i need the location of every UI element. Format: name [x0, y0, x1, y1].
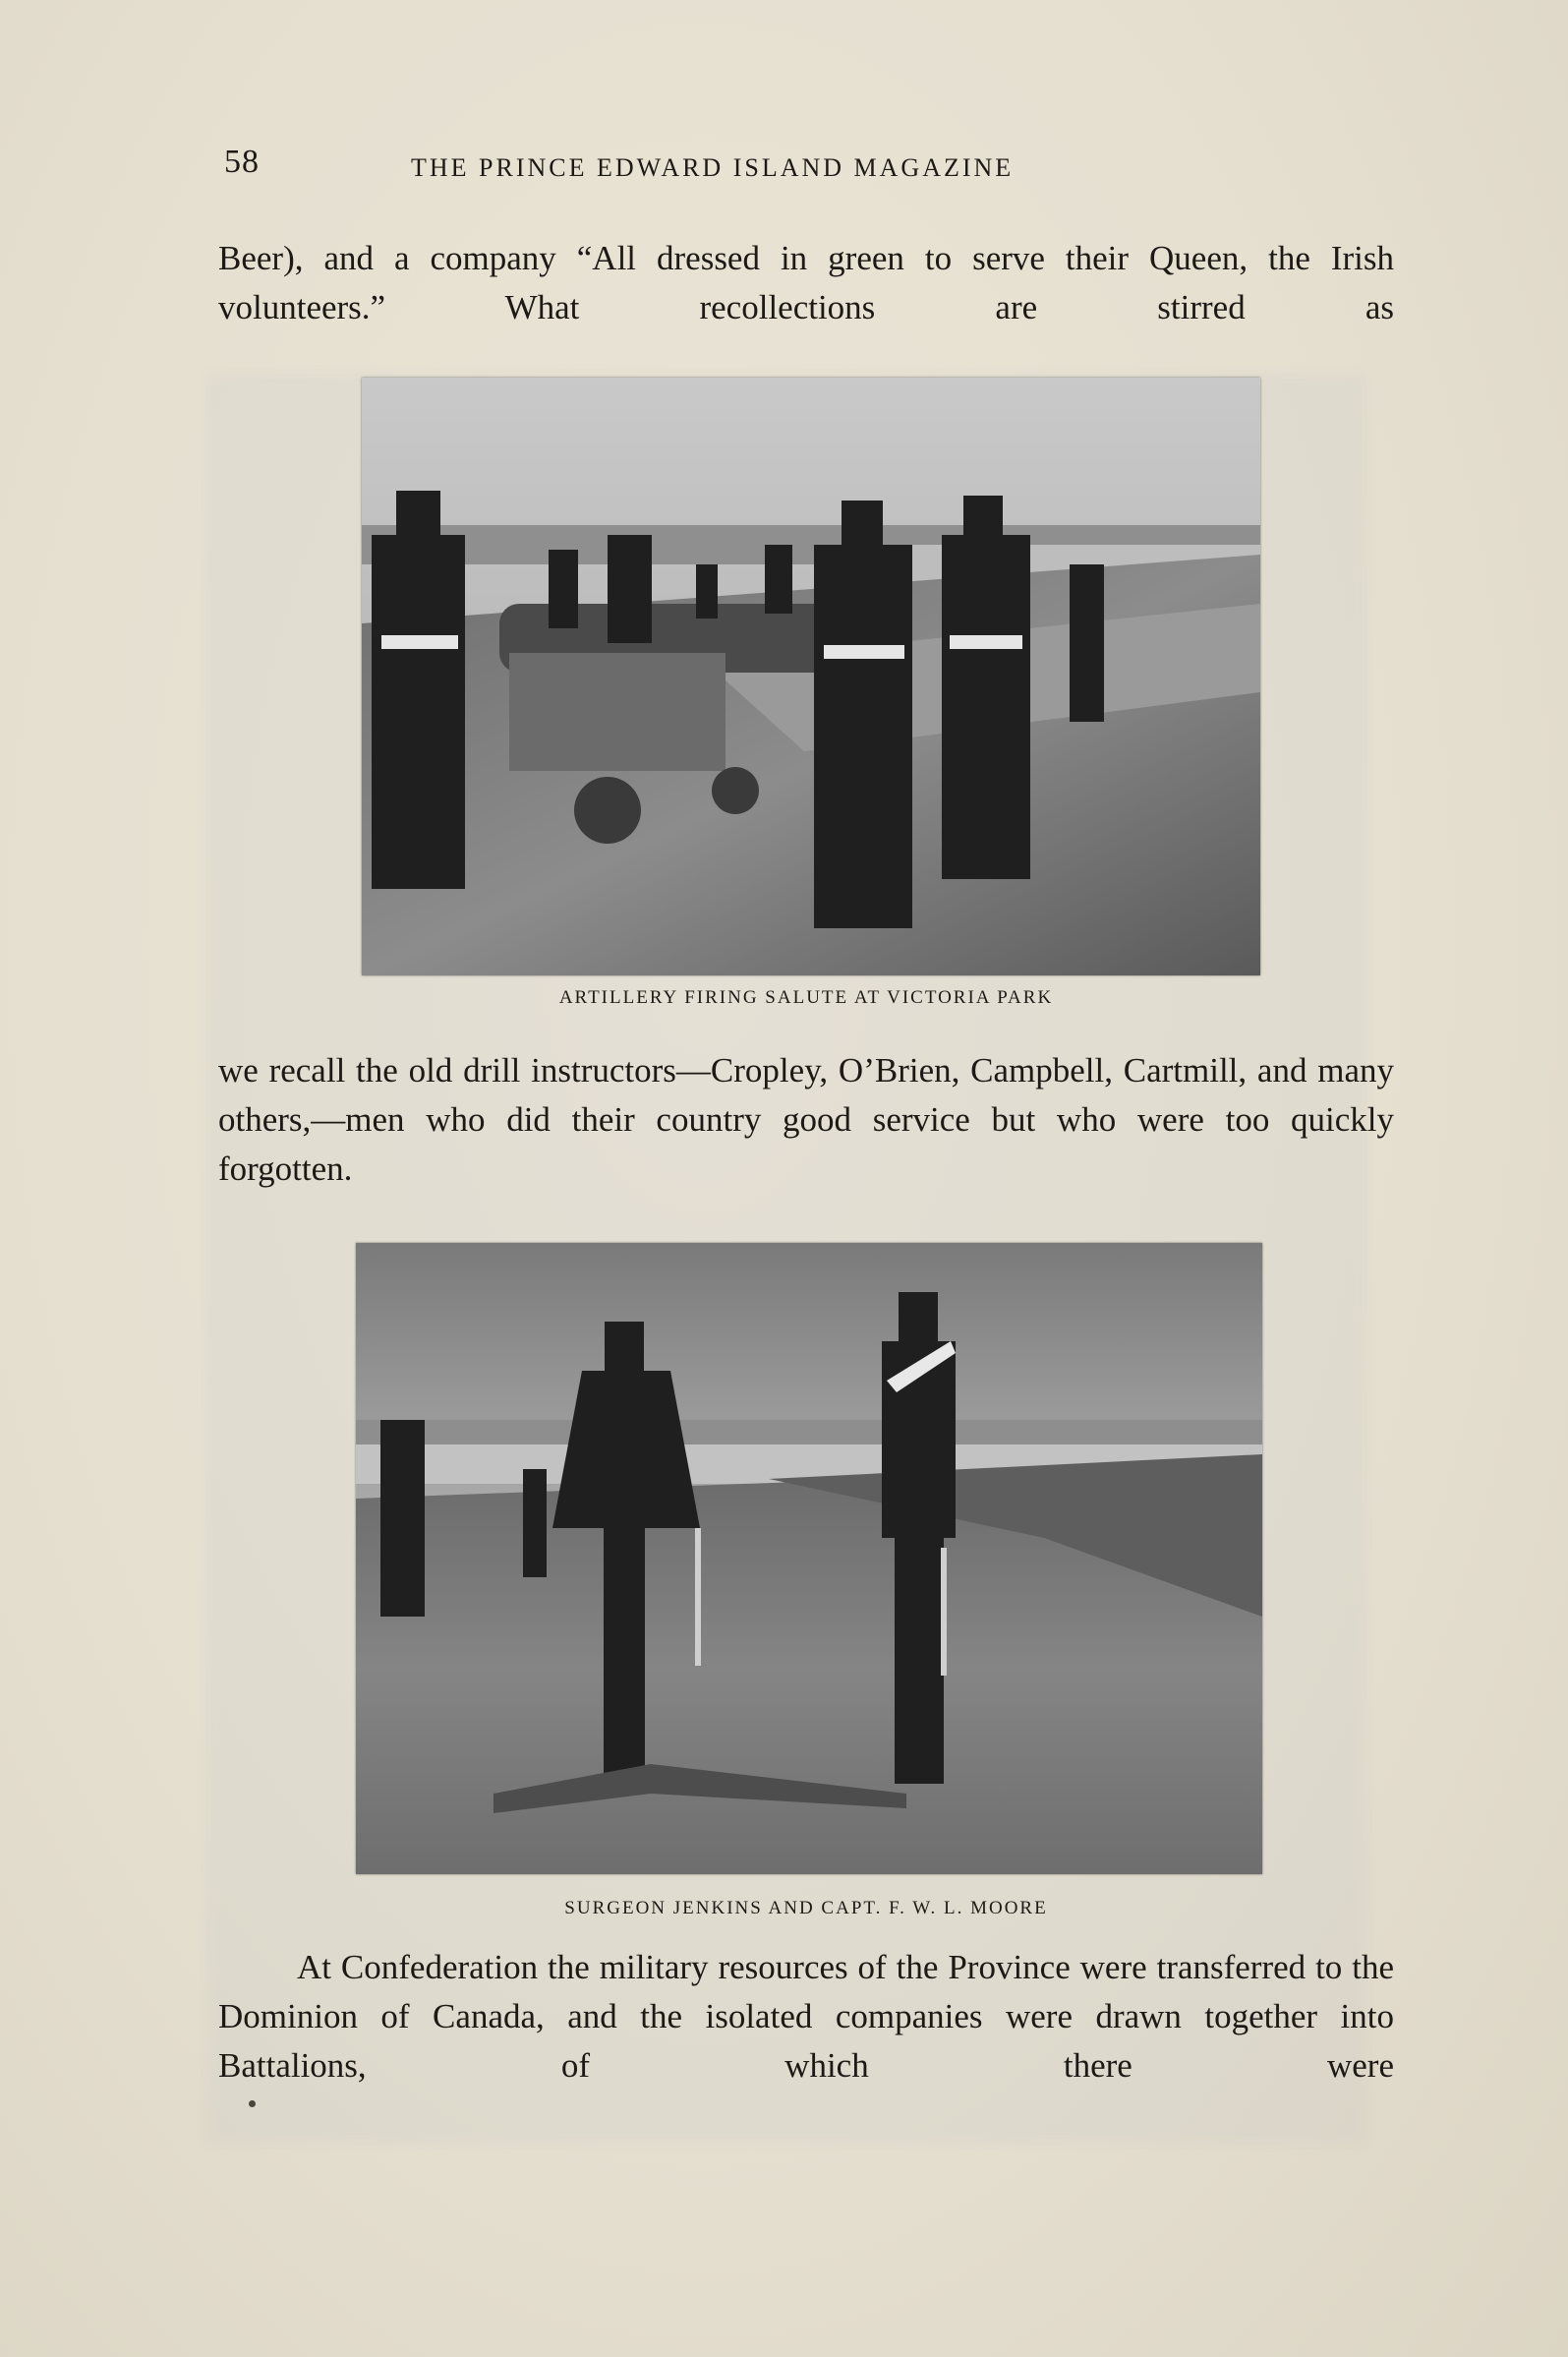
running-head — [224, 144, 1394, 193]
magazine-title: THE PRINCE EDWARD ISLAND MAGAZINE — [411, 153, 1015, 182]
paragraph-confederation-text: At Confederation the military resources of the Province were transferred to the Dominion of Canada, and the isolated companies were drawn together into Battalions, of which there were — [218, 1948, 1394, 2085]
paragraph-opening: Beer), and a company “All dressed in green to serve their Queen, the Irish volunteers.” What recollections are stirred as — [218, 239, 1394, 326]
caption-surgeon-and-captain: SURGEON JENKINS AND CAPT. F. W. L. MOORE — [564, 1898, 1048, 1918]
photo-artillery-salute — [362, 378, 1260, 975]
paragraph-drill-instructors: we recall the old drill instructors—Cropley, O’Brien, Campbell, Cartmill, and many others,—men who did their country good service but who were too quickly forgotten. — [218, 1051, 1394, 1188]
ink-speck — [249, 2100, 256, 2107]
photo-surgeon-and-captain — [356, 1243, 1262, 1874]
page-number: 58 — [224, 144, 260, 180]
caption-artillery-salute: ARTILLERY FIRING SALUTE AT VICTORIA PARK — [558, 987, 1054, 1008]
paragraph-confederation — [218, 1943, 1394, 2091]
